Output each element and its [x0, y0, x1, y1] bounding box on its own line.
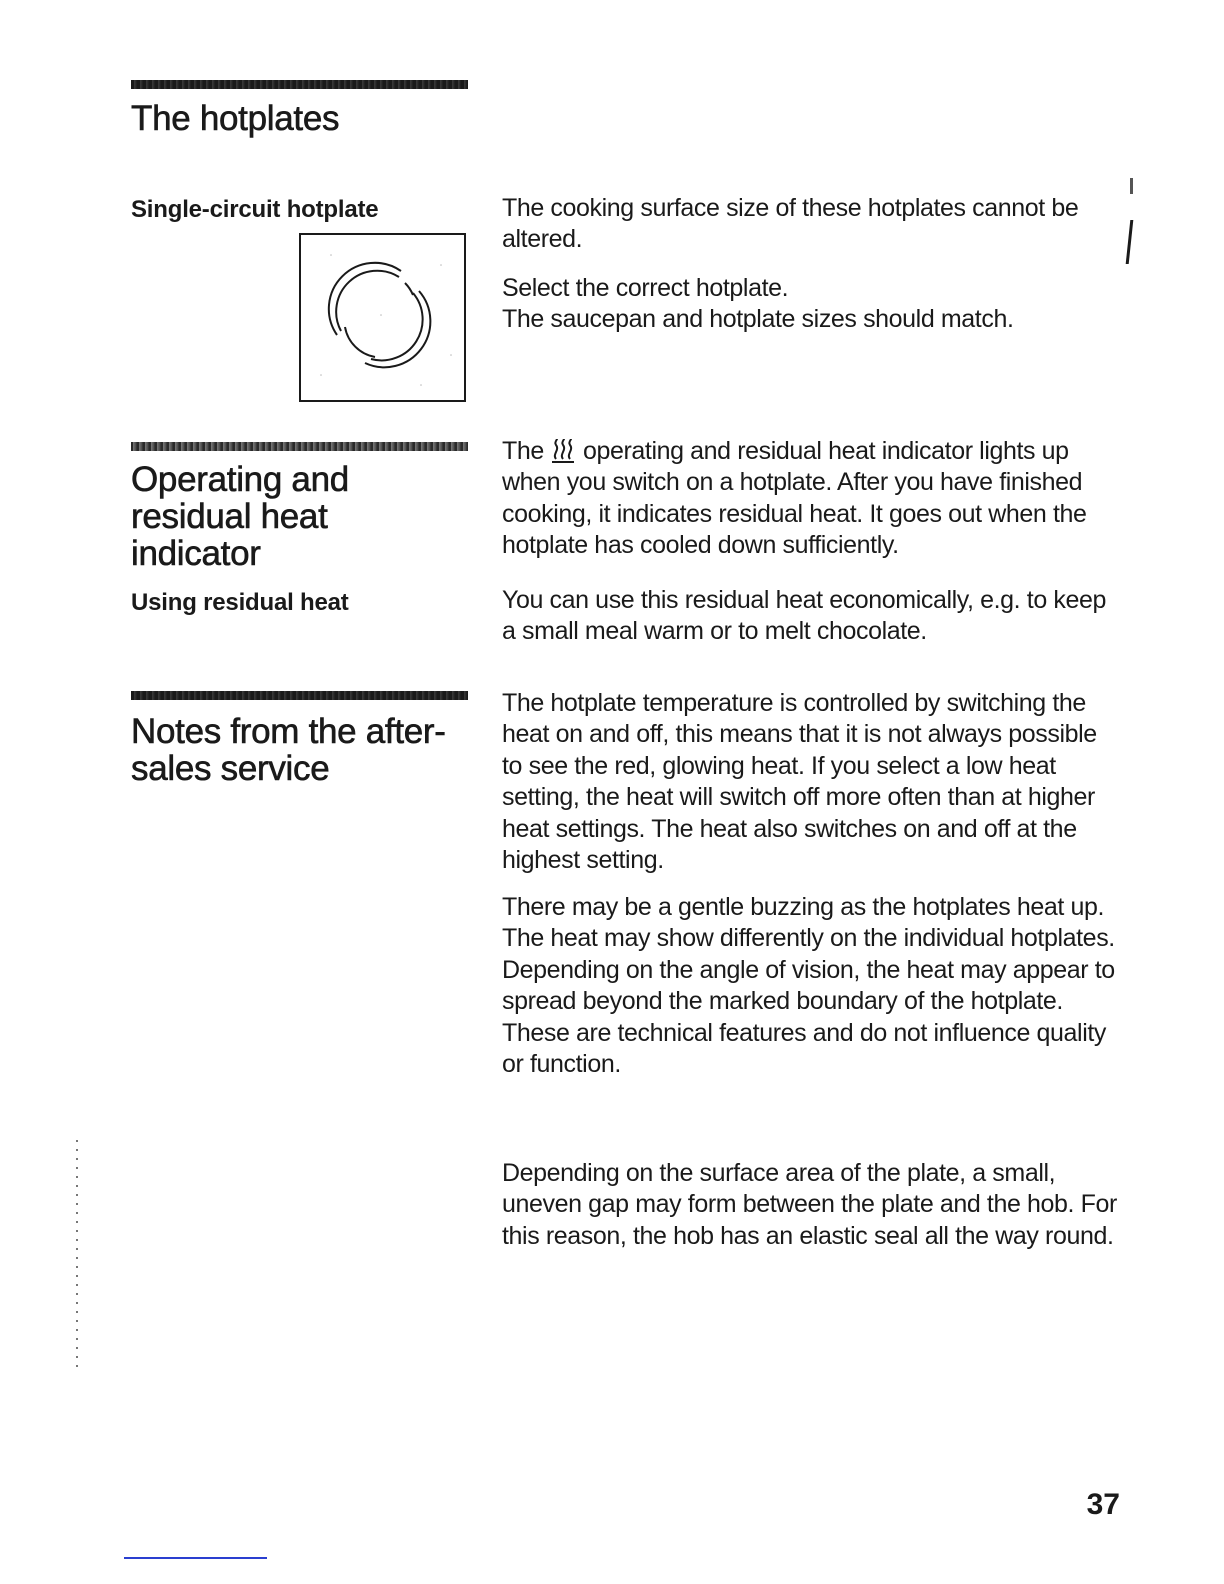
scan-artifact: [76, 1140, 78, 1370]
indicator-paragraph-2: You can use this residual heat economically, e.g. to keep a small meal warm or to melt chocolate.: [502, 586, 1106, 646]
bottom-rule: [124, 1557, 267, 1559]
indicator-paragraph-1-end: operating and residual heat indicator lights up when you switch on a hotplate. After you have finished cooking, it indicates residual heat. It goes out when the hotplate has cooled down sufficiently.: [502, 437, 1087, 560]
notes-paragraph-3: Depending on the surface area of the plate, a small, uneven gap may form between the plate and the hob. For this reason, the hob has an elastic seal all the way round.: [502, 1159, 1117, 1250]
hotplates-paragraph-1: The cooking surface size of these hotplates cannot be altered.: [502, 194, 1079, 254]
section-title-notes: Notes from the after-sales service: [131, 712, 446, 788]
margin-mark: [1130, 178, 1133, 194]
indicator-paragraph-1-start: The: [502, 437, 551, 465]
section-divider-bar: [131, 691, 468, 700]
section-divider-bar: [131, 442, 468, 451]
single-circuit-hotplate-icon: [299, 233, 466, 402]
indicator-paragraph-1: [502, 436, 1132, 562]
section-title-indicator: Operating and residual heat indicator: [131, 460, 349, 573]
subheading-single-circuit-hotplate: Single-circuit hotplate: [131, 196, 379, 223]
subheading-using-residual-heat: Using residual heat: [131, 589, 349, 616]
notes-paragraph-2: There may be a gentle buzzing as the hotplates heat up. The heat may show differently on the individual hotplates. Depending on the angle of vision, the heat may appear to spread beyond the marked boundary of the hotplate. These are technical features and do not influence quality or function.: [502, 893, 1115, 1079]
section-divider-bar: [131, 80, 468, 89]
notes-paragraph-1: The hotplate temperature is controlled by switching the heat on and off, this means that it is not always possible to see the red, glowing heat. If you select a low heat setting, the heat will switch off more often than at higher heat settings. The heat also switches on and off at the highest setting.: [502, 689, 1097, 875]
page-number: 37: [1086, 1488, 1120, 1521]
residual-heat-indicator-icon: [550, 437, 576, 463]
section-title-hotplates: The hotplates: [131, 99, 340, 138]
hotplates-paragraph-2: Select the correct hotplate. The saucepan and hotplate sizes should match.: [502, 274, 1014, 334]
